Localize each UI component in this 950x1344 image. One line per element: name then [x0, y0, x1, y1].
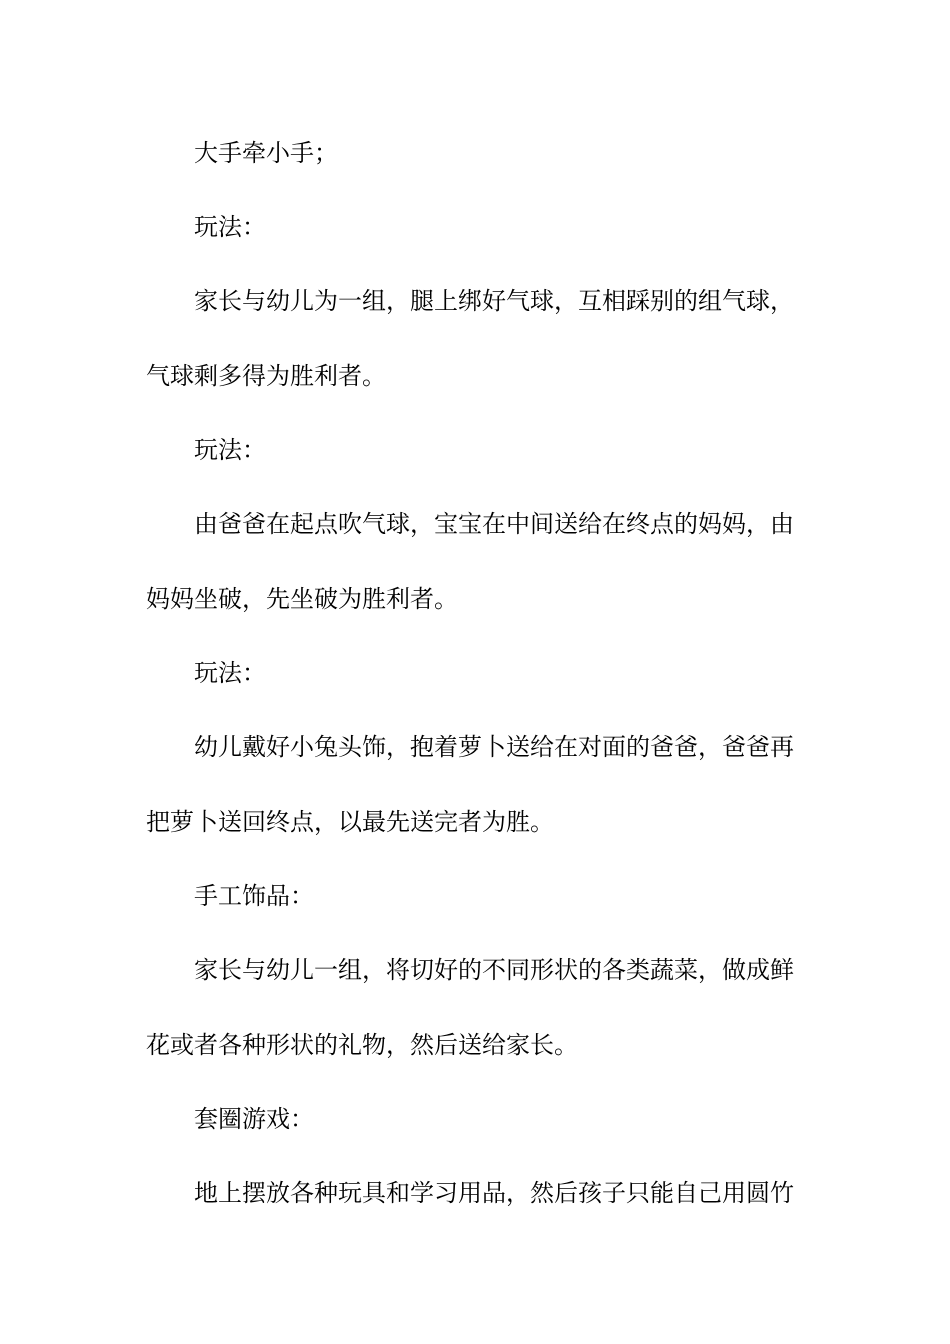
paragraph-line: 把萝卜送回终点，以最先送完者为胜。	[146, 808, 554, 836]
paragraph-line: 家长与幼儿一组，将切好的不同形状的各类蔬菜，做成鲜	[194, 956, 794, 984]
paragraph-line: 家长与幼儿为一组，腿上绑好气球，互相踩别的组气球，	[194, 287, 794, 315]
section-heading: 大手牵小手；	[194, 139, 338, 167]
section-label: 玩法：	[194, 436, 266, 464]
paragraph-line: 花或者各种形状的礼物，然后送给家长。	[146, 1031, 578, 1059]
section-heading: 手工饰品：	[194, 882, 314, 910]
paragraph-line: 气球剩多得为胜利者。	[146, 362, 386, 390]
section-label: 玩法：	[194, 659, 266, 687]
paragraph-line: 由爸爸在起点吹气球，宝宝在中间送给在终点的妈妈，由	[194, 510, 794, 538]
section-label: 玩法：	[194, 213, 266, 241]
paragraph-line: 地上摆放各种玩具和学习用品，然后孩子只能自己用圆竹	[194, 1179, 794, 1207]
paragraph-line: 幼儿戴好小兔头饰，抱着萝卜送给在对面的爸爸，爸爸再	[194, 733, 794, 761]
paragraph-line: 妈妈坐破，先坐破为胜利者。	[146, 585, 458, 613]
section-heading: 套圈游戏：	[194, 1105, 314, 1133]
